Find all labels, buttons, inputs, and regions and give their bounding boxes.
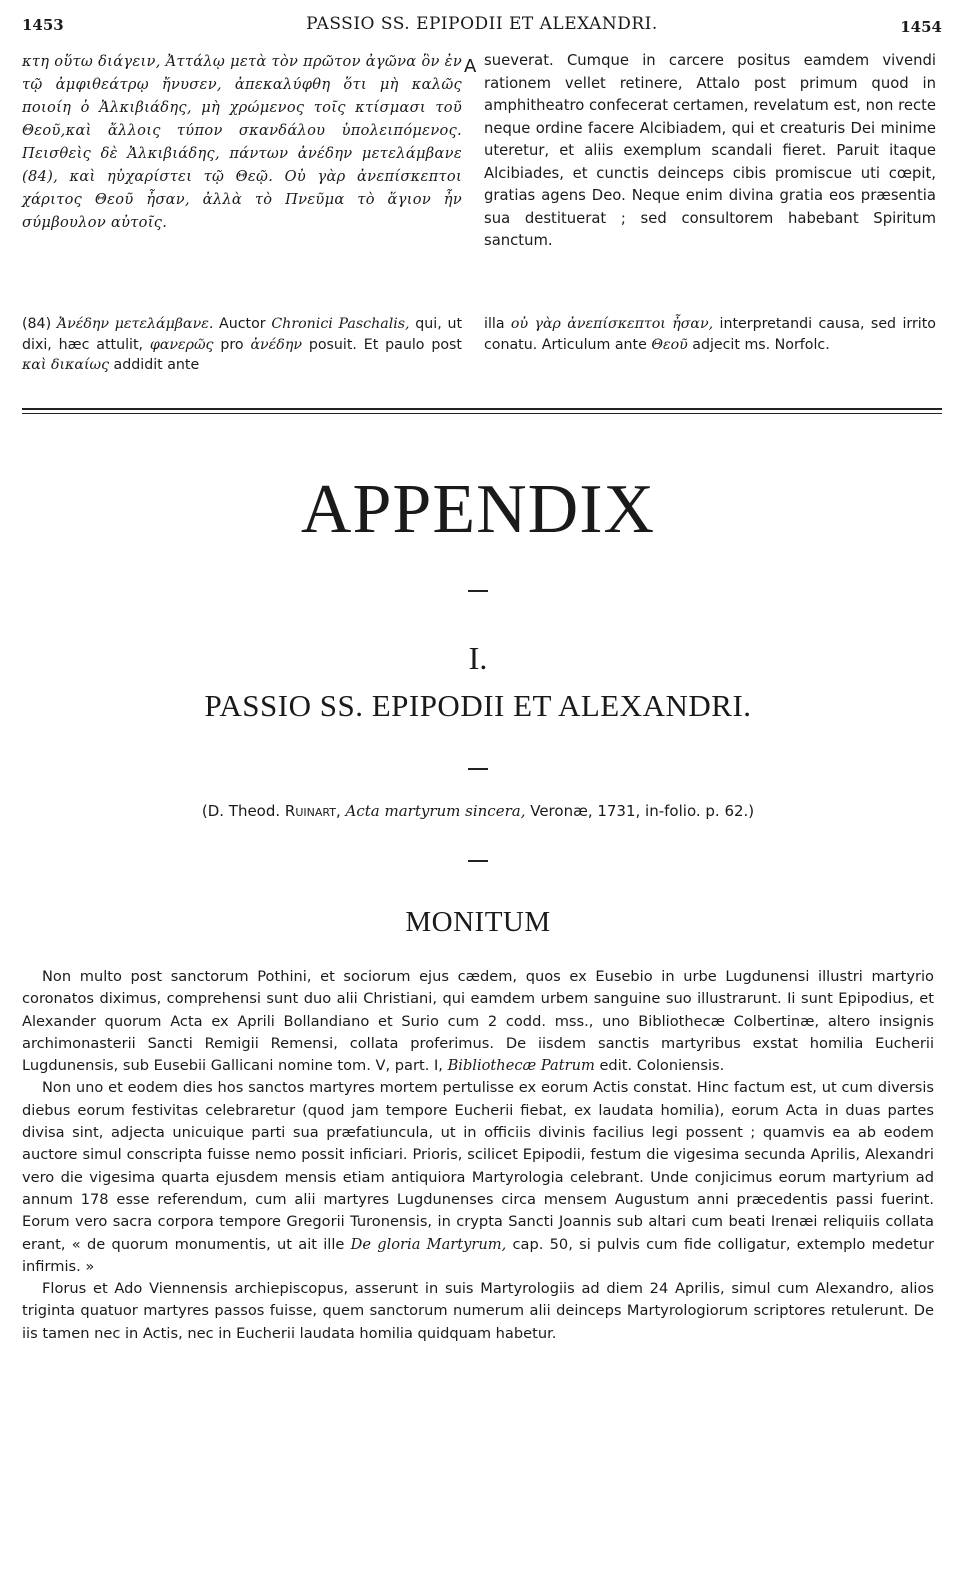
latin-column <box>484 50 936 253</box>
section-title: PASSIO SS. EPIPODII ET ALEXANDRI. <box>204 688 752 723</box>
footnote-left: (84) Ἀνέδην μετελάμβανε. Auctor Chronici Paschalis, qui, ut dixi, hæc attulit, φανερῶς pro ἀνέδην posuit. Et paulo post καὶ δικαίως addidit ante <box>22 316 463 373</box>
paragraph: Non uno et eodem dies hos sanctos martyres mortem pertulisse ex eorum Actis constat. Hinc factum est, ut cum diversis diebus eorum festivitas celebraretur (quod jam tempore Eucherii fiebat, ex laudata homilia), eorum Acta in duas partes divisa sint, adjecta unicuique parti sua præfatiuncula, ut in officiis divinis facilius legi possent ; quamvis ea ab eodem auctore simul conscripta fuisse nemo possit inficiari. Prioris, scilicet Epipodii, festum die vigesima secunda Aprilis, Alexandri vero die vigesima quarta ejusdem mensis etiam antiquiora Martyrologia celebrant. Unde conjicimus eorum martyrium ad annum 178 esse referendum, cum alii martyres Lugdunenses circa mensem Augustum anni præcedentis passi fuerint. Eorum vero sacra corpora tempore Gregorii Turonensis, in crypta Sancti Joannis sub altari cum beati Irenæi reliquiis collata erant, « de quorum monumentis, ut ait ille De gloria Martyrum, cap. 50, si pulvis cum fide colligatur, extemplo medetur infirmis. » <box>22 1079 934 1275</box>
separator-dash <box>468 860 488 862</box>
divider-thick <box>22 408 942 410</box>
monitum-heading: MONITUM <box>405 906 551 938</box>
source-citation: (D. Theod. Ruinart, Acta martyrum sincera, Veronæ, 1731, in-folio. p. 62.) <box>201 802 755 820</box>
page-number-right: 1454 <box>900 18 942 36</box>
running-title: PASSIO SS. EPIPODII ET ALEXANDRI. <box>306 14 658 34</box>
separator-dash <box>468 590 488 592</box>
greek-text: κτη οὕτω διάγειν, Ἀττάλῳ μετὰ τὸν πρῶτον ἀγῶνα ὃν ἐν τῷ ἀμφιθεάτρῳ ἤνυσεν, ἀπεκαλύφθη ὅτι μὴ καλῶς ποιοίη ὁ Ἀλκιβιάδης, μὴ χρώμενος τοῖς κτίσμασι τοῦ Θεοῦ,καὶ ἄλλοις τύπον σκανδάλου ὑπολειπόμενος. Πεισθεὶς δὲ Ἀλκιβιάδης, πάντων ἀνέδην μετελάμβανε (84), καὶ ηὐχαρίστει τῷ Θεῷ. Οὐ γὰρ ἀνεπίσκεπτοι χάριτος Θεοῦ ἦσαν, ἀλλὰ τὸ Πνεῦμα τὸ ἅγιον ἦν σύμβουλον αὐτοῖς. <box>22 53 462 231</box>
greek-column <box>22 50 462 234</box>
monitum-body <box>22 966 934 1345</box>
page-header <box>22 8 942 42</box>
appendix-heading: APPENDIX <box>300 471 656 548</box>
section-number: I. <box>468 640 488 676</box>
paragraph: Florus et Ado Viennensis archiepiscopus, asserunt in suis Martyrologiis ad diem 24 Aprilis, simul cum Alexandro, alios triginta quatuor martyres passos fuisse, quem sanctorum numerum alii deinceps Martyrologiorum scriptores retulerunt. De iis tamen nec in Actis, nec in Eucherii laudata homilia quidquam habetur. <box>22 1280 934 1342</box>
latin-text: sueverat. Cumque in carcere positus eamdem vivendi rationem vellet retinere, Attalo post primum quod in amphitheatro confecerat certamen, revelatum est, non recte neque ordine facere Alcibiadem, qui et creaturis Dei minime uteretur, et aliis exemplum scandali fieret. Paruit itaque Alcibiades, et cunctis deinceps cibis promiscue uti cœpit, gratias agens Deo. Neque enim divina gratia eos præsentia sua destituerat ; sed consultorem habebant Spiritum sanctum. <box>484 52 936 249</box>
two-column-text <box>22 50 936 380</box>
paragraph: Non multo post sanctorum Pothini, et sociorum ejus cædem, quos ex Eusebio in urbe Lugdunensi illustri martyrio coronatos diximus, comprehensi sunt duo alii Christiani, qui eamdem urbem sanguine suo illustrarunt. Ii sunt Epipodius, et Alexander quorum Acta ex Aprili Bollandiano et Surio cum 2 codd. mss., uno Bibliothecæ Colbertinæ, altero insignis archimonasterii Sancti Remigii Remensi, collata proferimus. De iisdem sanctis martyribus exstat homilia Eucherii Lugdunensis, sub Eusebii Gallicani nomine tom. V, part. I, Bibliothecæ Patrum edit. Coloniensis. <box>22 968 934 1075</box>
separator-dash <box>468 768 488 770</box>
margin-marker: A <box>464 56 477 77</box>
page-number-left: 1453 <box>22 16 64 34</box>
footnote-right: illa οὐ γὰρ ἀνεπίσκεπτοι ἦσαν, interpretandi causa, sed irrito conatu. Articulum ante Θεοῦ adjecit ms. Norfolc. <box>484 316 936 353</box>
divider-thin <box>22 413 942 414</box>
